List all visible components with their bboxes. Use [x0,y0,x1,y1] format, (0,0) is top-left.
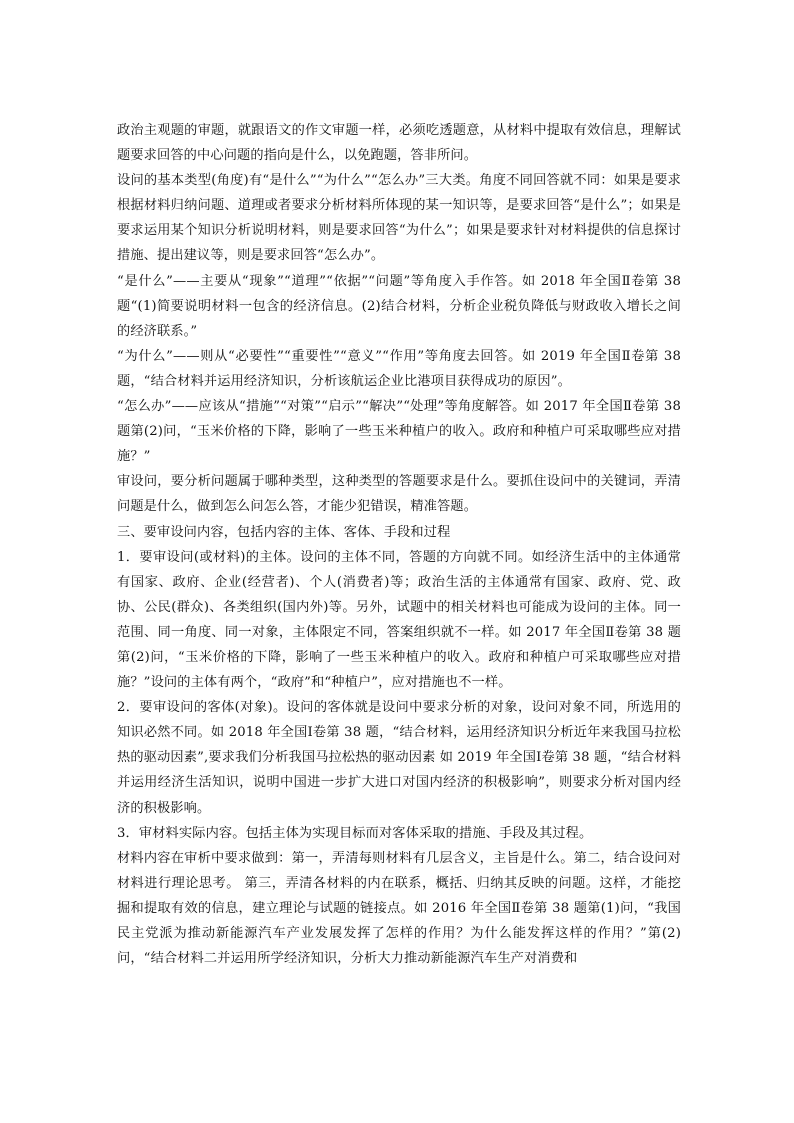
object-paragraph: 2．要审设问的客体(对象)。设问的客体就是设问中要求分析的对象，设问对象不同，所选用的知识必然不同。如 2018 年全国Ⅰ卷第 38 题，“结合材料，运用经济知识分析近年来我国马拉松热的驱动因素”,要求我们分析我国马拉松热的驱动因素 如 2019 年全国Ⅰ卷第 38 题，“结合材料并运用经济生活知识，说明中国进一步扩大进口对国内经济的积极影响”，则要求分析对国内经济的积极影响。 [117,700,681,816]
intro-paragraph: 政治主观题的审题，就跟语文的作文审题一样，必须吃透题意，从材料中提取有效信息，理解试题要求回答的中心问题的指向是什么，以免跑题，答非所问。 [117,123,681,164]
material-paragraph: 材料内容在审析中要求做到：第一，弄清每则材料有几层含义，主旨是什么。第二，结合设问对材料进行理论思考。 第三，弄清各材料的内在联系，概括、归纳其反映的问题。这样，才能挖掘和提取有效的信息，建立理论与试题的链接点。如 2016 年全国Ⅱ卷第 38 题第(1)问，“我国民主党派为推动新能源汽车产业发展发挥了怎样的作用？为什么能发挥这样的作用？”第(2)问，“结合材料二并运用所学经济知识，分析大力推动新能源汽车生产对消费和 [117,850,681,967]
subject-paragraph: 1．要审设问(或材料)的主体。设问的主体不同，答题的方向就不同。如经济生活中的主体通常有国家、政府、企业(经营者)、个人(消费者)等；政治生活的主体通常有国家、政府、党、政协、公民(群众)、各类组织(国内外)等。另外，试题中的相关材料也可能成为设问的主体。同一范围、同一角度、同一对象，主体限定不同，答案组织就不一样。如 2017 年全国Ⅱ卷第 38 题第(2)问，“玉米价格的下降，影响了一些玉米种植户的收入。政府和种植户可采取哪些应对措施？”设问的主体有两个，“政府”和“种植户”，应对措施也不一样。 [117,549,681,691]
material-heading: 3．审材料实际内容。包括主体为实现目标而对客体采取的措施、手段及其过程。 [117,825,593,841]
why-paragraph: “为什么”——则从“必要性”“重要性”“意义”“作用”等角度去回答。如 2019 年全国Ⅱ卷第 38 题，“结合材料并运用经济知识，分析该航运企业比港项目获得成功的原因”。 [117,348,681,389]
how-paragraph: “怎么办”——应该从“措施”“对策”“启示”“解决”“处理”等角度解答。如 2017 年全国Ⅱ卷第 38 题第(2)问，“玉米价格的下降，影响了一些玉米种植户的收入。政府和种植户可采取哪些应对措施？” [117,399,681,465]
document-page [117,118,681,971]
section-heading: 三、要审设问内容，包括内容的主体、客体、手段和过程 [117,524,451,540]
question-types-paragraph: 设问的基本类型(角度)有“是什么”“为什么”“怎么办”三大类。角度不同回答就不同：如果是要求根据材料归纳问题、道理或者要求分析材料所体现的某一知识等，是要求回答“是什么”；如果是要求运用某个知识分析说明材料，则是要求回答“为什么”；如果是要求针对材料提供的信息探讨措施、提出建议等，则是要求回答“怎么办”。 [117,173,681,264]
what-paragraph: “是什么”——主要从“现象”“道理”“依据”“问题”等角度入手作答。如 2018 年全国Ⅱ卷第 38 题“(1)简要说明材料一包含的经济信息。(2)结合材料，分析企业税负降低与财政收入增长之间的经济联系。” [117,273,681,339]
keyword-paragraph: 审设问，要分析问题属于哪种类型，这种类型的答题要求是什么。要抓住设问中的关键词，弄清问题是什么，做到怎么问怎么答，才能少犯错误，精准答题。 [117,474,681,515]
